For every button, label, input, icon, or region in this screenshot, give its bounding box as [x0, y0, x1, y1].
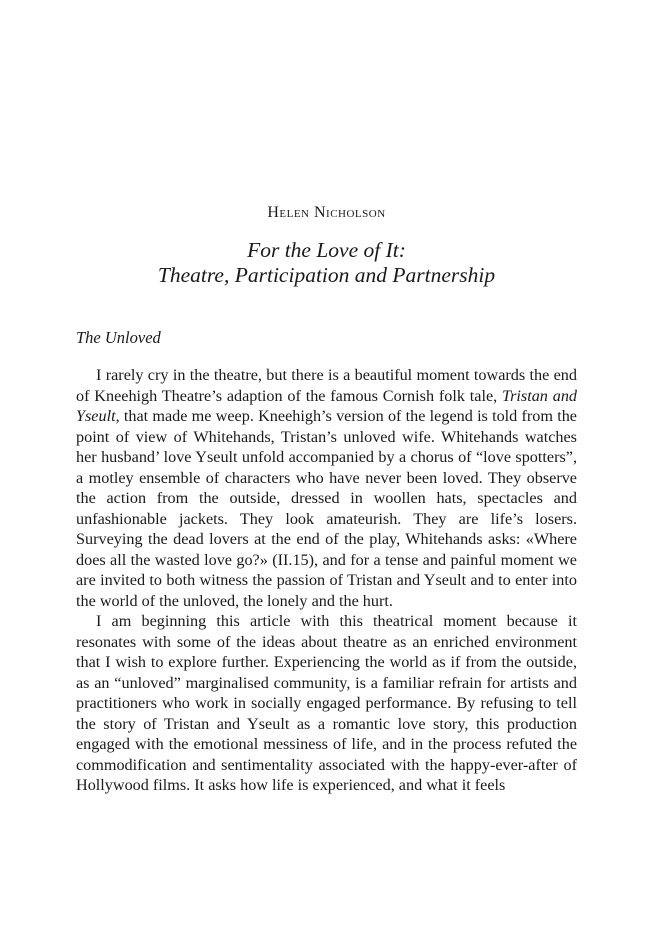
paragraph-1 [76, 365, 577, 611]
title-line-1: For the Love of It: [247, 238, 406, 262]
paragraph-1-part-a: I rarely cry in the theatre, but there is a beautiful moment towards the end of Kneehigh Theatre’s adaption of the famous Cornish folk tale, [76, 366, 577, 405]
paragraph-2: I am beginning this article with this theatrical moment because it resonates with some of the ideas about theatre as an enriched environment that I wish to explore further. Experiencing the world as if from the outside, as an “unloved” marginalised community, is a familiar refrain for artists and practitioners who work in socially engaged performance. By refusing to tell the story of Tristan and Yseult as a romantic love story, this production engaged with the emotional messiness of life, and in the process refuted the commodification and sentimentality associated with the happy-ever-after of Hollywood films. It asks how life is experienced, and what it feels [76, 612, 577, 794]
title-line-2: Theatre, Participation and Partnership [157, 263, 496, 287]
play-title: Tristan and Yseult [76, 386, 578, 425]
section-heading: The Unloved [76, 328, 161, 347]
article-title [76, 238, 577, 288]
article-body [76, 365, 577, 796]
article-page [76, 0, 577, 940]
author-name: Helen Nicholson [267, 204, 386, 221]
paragraph-1-part-b: , that made me weep. Kneehigh’s version of the legend is told from the point of view of Whitehands, Tristan’s unloved wife. Whitehands watches her husband’ love Yseult unfold accompanied by a chorus of “love spotters”, a motley ensemble of characters who have never been loved. They observe the action from the outside, dressed in woollen hats, spectacles and unfashionable jackets. They look amateurish. They are life’s losers. Surveying the dead lovers at the end of the play, Whitehands asks: «Where does all the wasted love go?» (II.15), and for a tense and painful moment we are invited to both witness the passion of Tristan and Yseult and to enter into the world of the unloved, the lonely and the hurt. [76, 407, 577, 610]
